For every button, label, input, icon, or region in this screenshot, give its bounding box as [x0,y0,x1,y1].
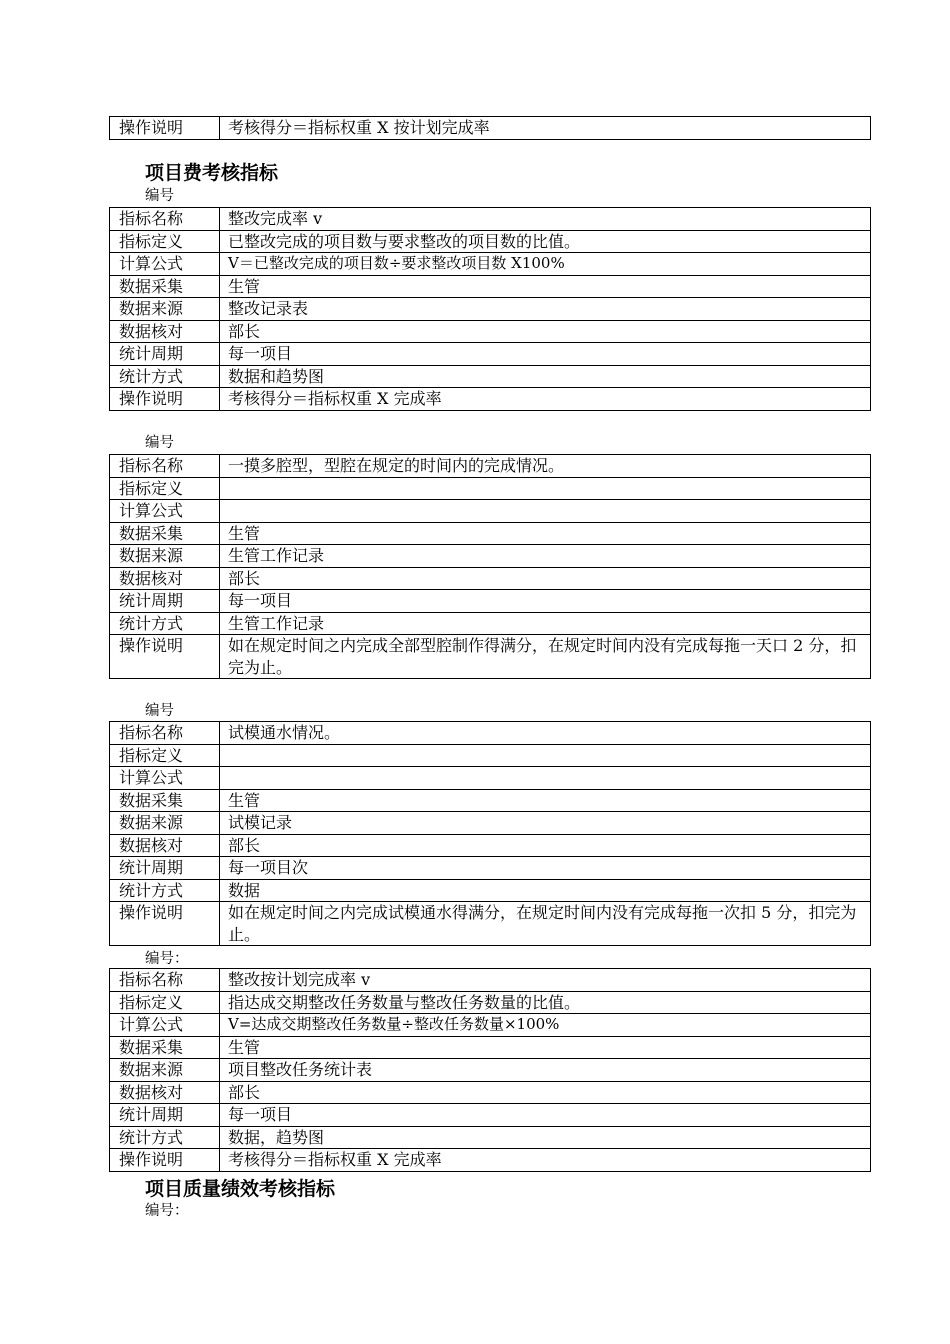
table-row [110,388,871,411]
row-value: 试模通水情况。 [220,722,871,745]
row-label: 指标定义 [110,991,220,1014]
row-value: 整改记录表 [220,298,871,321]
section-title-project-fee: 项目费考核指标 [145,162,279,184]
row-value: 数据，趋势图 [220,1126,871,1149]
row-value: 每一项目 [220,1104,871,1127]
row-value: 部长 [220,567,871,590]
row-label: 统计方式 [110,365,220,388]
row-label: 数据来源 [110,298,220,321]
number-label: 编号： [145,1203,189,1219]
number-label: 编号 [145,188,174,204]
row-value [220,767,871,790]
row-value: 如在规定时间之内完成试模通水得满分，在规定时间内没有完成每拖一次扣 5 分，扣完为止。 [220,902,871,946]
table-row [110,1149,871,1172]
row-label: 计算公式 [110,767,220,790]
row-value: 如在规定时间之内完成全部型腔制作得满分，在规定时间内没有完成每拖一天口 2 分，扣完为止。 [220,635,871,679]
table-row [110,902,871,946]
row-value: 生管工作记录 [220,545,871,568]
row-label: 数据来源 [110,1059,220,1082]
row-label: 指标定义 [110,477,220,500]
row-value: 数据和趋势图 [220,365,871,388]
table-row [110,208,871,231]
table1 [109,207,871,411]
row-label: 指标名称 [110,969,220,992]
top-table [109,116,871,140]
row-label: 统计方式 [110,1126,220,1149]
row-value: 整改按计划完成率 v [220,969,871,992]
row-label: 数据核对 [110,320,220,343]
table1-block [109,207,871,411]
table-row [110,722,871,745]
row-label: 指标名称 [110,208,220,231]
table-row [110,545,871,568]
table-row [110,500,871,523]
table-row [110,590,871,613]
row-label: 数据采集 [110,789,220,812]
table-row [110,522,871,545]
table-row [110,635,871,679]
row-label: 数据核对 [110,834,220,857]
row-label: 指标定义 [110,744,220,767]
row-value: 生管 [220,522,871,545]
table3 [109,721,871,946]
table-row [110,343,871,366]
table-row [110,117,871,140]
row-label: 统计方式 [110,612,220,635]
section-title-project-quality: 项目质量绩效考核指标 [145,1178,336,1200]
row-value: 每一项目次 [220,857,871,880]
table-row [110,812,871,835]
row-value: 生管工作记录 [220,612,871,635]
row-label: 数据采集 [110,275,220,298]
row-value: 生管 [220,275,871,298]
row-label: 数据来源 [110,545,220,568]
row-label: 数据核对 [110,567,220,590]
table-row [110,365,871,388]
table-row [110,1126,871,1149]
table-row [110,477,871,500]
row-value: 部长 [220,834,871,857]
row-value: 试模记录 [220,812,871,835]
row-label: 数据采集 [110,522,220,545]
table-row [110,612,871,635]
row-label: 操作说明 [110,902,220,946]
number-label: 编号 [145,703,174,719]
row-value: 每一项目 [220,343,871,366]
row-label: 数据来源 [110,812,220,835]
table-row [110,767,871,790]
row-label: 统计方式 [110,879,220,902]
number-label: 编号 [145,435,174,451]
table-row [110,834,871,857]
row-label: 统计周期 [110,857,220,880]
row-value: 部长 [220,320,871,343]
row-value: 整改完成率 v [220,208,871,231]
table3-block [109,721,871,946]
number-label: 编号： [145,951,189,967]
row-label: 统计周期 [110,1104,220,1127]
row-value: 项目整改任务统计表 [220,1059,871,1082]
row-label: 计算公式 [110,253,220,276]
table-row [110,744,871,767]
table-row [110,857,871,880]
row-label: 指标名称 [110,455,220,478]
table-row [110,969,871,992]
row-label: 计算公式 [110,1014,220,1037]
table2 [109,454,871,679]
row-label: 指标名称 [110,722,220,745]
table4-block [109,968,871,1172]
table-row [110,455,871,478]
row-label: 数据核对 [110,1081,220,1104]
table-row [110,1104,871,1127]
row-label: 操作说明 [110,117,220,140]
row-label: 操作说明 [110,635,220,679]
row-value: 已整改完成的项目数与要求整改的项目数的比值。 [220,230,871,253]
table-row [110,1081,871,1104]
row-value: 考核得分＝指标权重 X 完成率 [220,388,871,411]
row-label: 数据采集 [110,1036,220,1059]
row-value: V＝已整改完成的项目数÷要求整改项目数 X100% [220,253,871,276]
row-label: 操作说明 [110,388,220,411]
row-value: 生管 [220,1036,871,1059]
table-row [110,320,871,343]
row-value: 指达成交期整改任务数量与整改任务数量的比值。 [220,991,871,1014]
table-row [110,1059,871,1082]
row-value [220,744,871,767]
row-value: V=达成交期整改任务数量÷整改任务数量×100% [220,1014,871,1037]
top-table-block [109,116,871,140]
row-label: 计算公式 [110,500,220,523]
table-row [110,1014,871,1037]
row-label: 统计周期 [110,343,220,366]
table-row [110,298,871,321]
table-row [110,567,871,590]
row-label: 统计周期 [110,590,220,613]
table-row [110,253,871,276]
table-row [110,991,871,1014]
row-value: 部长 [220,1081,871,1104]
table4 [109,968,871,1172]
table-row [110,789,871,812]
row-value: 一摸多腔型，型腔在规定的时间内的完成情况。 [220,455,871,478]
table-row [110,275,871,298]
table-row [110,1036,871,1059]
table-row [110,879,871,902]
row-value [220,477,871,500]
row-label: 指标定义 [110,230,220,253]
row-label: 操作说明 [110,1149,220,1172]
table2-block [109,454,871,679]
row-value: 每一项目 [220,590,871,613]
row-value: 考核得分＝指标权重 X 按计划完成率 [220,117,871,140]
row-value [220,500,871,523]
row-value: 生管 [220,789,871,812]
table-row [110,230,871,253]
row-value: 数据 [220,879,871,902]
row-value: 考核得分＝指标权重 X 完成率 [220,1149,871,1172]
